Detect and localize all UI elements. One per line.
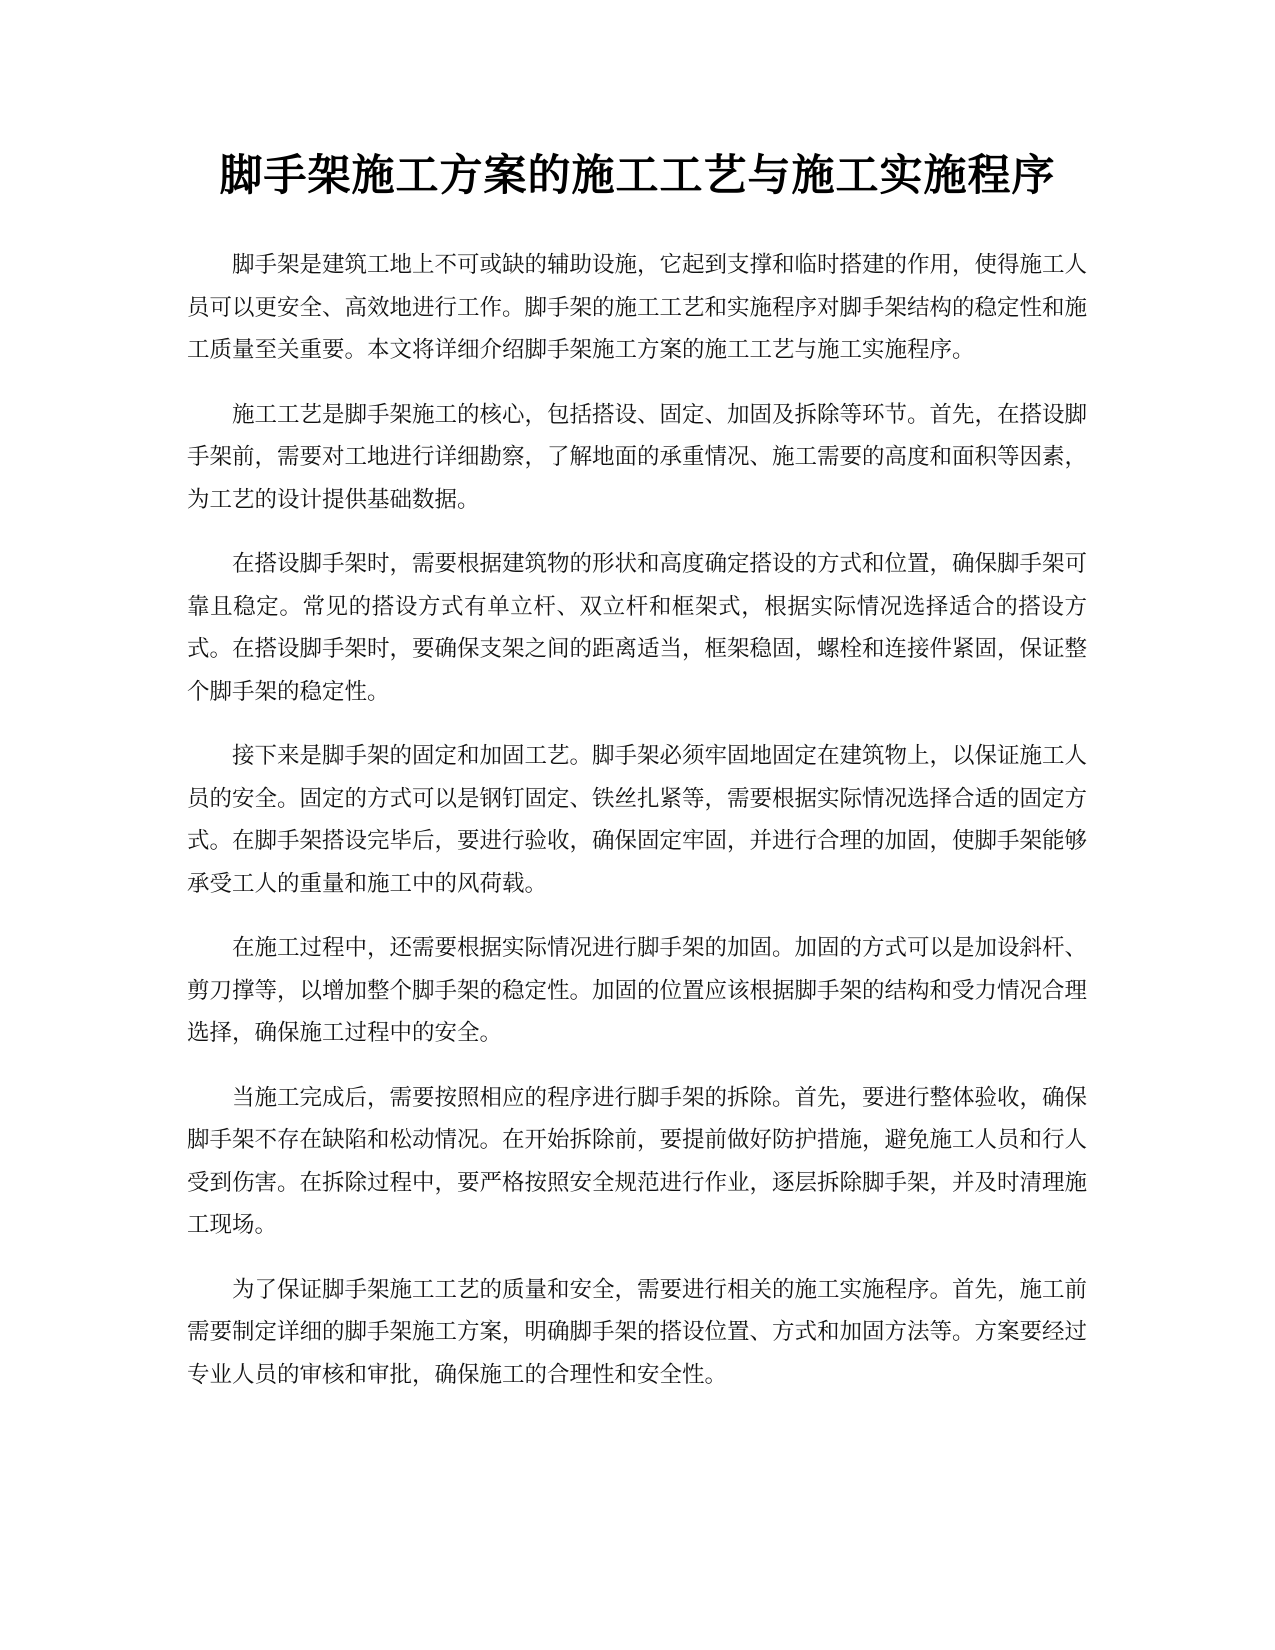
document-body	[187, 244, 1087, 1418]
paragraph-6: 当施工完成后，需要按照相应的程序进行脚手架的拆除。首先，要进行整体验收，确保脚手架不存在缺陷和松动情况。在开始拆除前，要提前做好防护措施，避免施工人员和行人受到伤害。在拆除过程中，要严格按照安全规范进行作业，逐层拆除脚手架，并及时清理施工现场。	[187, 1084, 1088, 1238]
paragraph-2: 施工工艺是脚手架施工的核心，包括搭设、固定、加固及拆除等环节。首先，在搭设脚手架前，需要对工地进行详细勘察，了解地面的承重情况、施工需要的高度和面积等因素，为工艺的设计提供基础数据。	[187, 401, 1088, 513]
document-title: 脚手架施工方案的施工工艺与施工实施程序	[219, 151, 1056, 201]
paragraph-1: 脚手架是建筑工地上不可或缺的辅助设施，它起到支撑和临时搭建的作用，使得施工人员可以更安全、高效地进行工作。脚手架的施工工艺和实施程序对脚手架结构的稳定性和施工质量至关重要。本文将详细介绍脚手架施工方案的施工工艺与施工实施程序。	[187, 252, 1088, 363]
paragraph-3: 在搭设脚手架时，需要根据建筑物的形状和高度确定搭设的方式和位置，确保脚手架可靠且稳定。常见的搭设方式有单立杆、双立杆和框架式，根据实际情况选择适合的搭设方式。在搭设脚手架时，要确保支架之间的距离适当，框架稳固，螺栓和连接件紧固，保证整个脚手架的稳定性。	[187, 551, 1088, 705]
paragraph-5: 在施工过程中，还需要根据实际情况进行脚手架的加固。加固的方式可以是加设斜杆、剪刀撑等，以增加整个脚手架的稳定性。加固的位置应该根据脚手架的结构和受力情况合理选择，确保施工过程中的安全。	[187, 935, 1088, 1046]
paragraph-7: 为了保证脚手架施工工艺的质量和安全，需要进行相关的施工实施程序。首先，施工前需要制定详细的脚手架施工方案，明确脚手架的搭设位置、方式和加固方法等。方案要经过专业人员的审核和审批，确保施工的合理性和安全性。	[187, 1276, 1088, 1388]
paragraph-4: 接下来是脚手架的固定和加固工艺。脚手架必须牢固地固定在建筑物上，以保证施工人员的安全。固定的方式可以是钢钉固定、铁丝扎紧等，需要根据实际情况选择合适的固定方式。在脚手架搭设完毕后，要进行验收，确保固定牢固，并进行合理的加固，使脚手架能够承受工人的重量和施工中的风荷载。	[187, 743, 1088, 897]
